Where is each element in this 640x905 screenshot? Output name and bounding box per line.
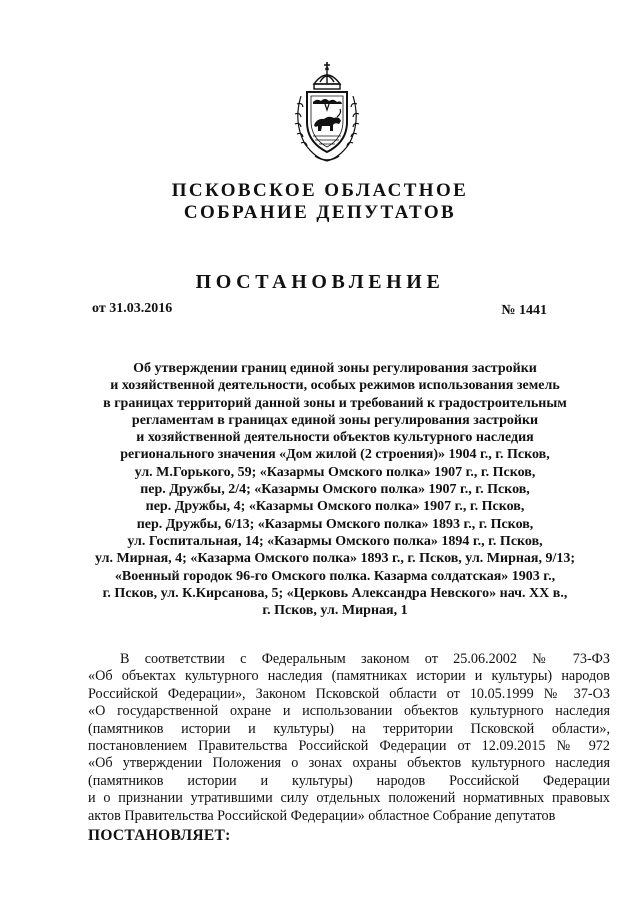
organization-name-line-2: СОБРАНИЕ ДЕПУТАТОВ bbox=[183, 202, 457, 223]
title-line: в границах территорий данной зоны и требований к градостроительным bbox=[103, 395, 567, 411]
body-line: «Об объектах культурного наследия (памятниках истории и культуры) народов bbox=[88, 668, 610, 685]
title-line: г. Псков, ул. Мирная, 1 bbox=[262, 603, 408, 619]
body-line: (памятников истории и культуры) народов Российской Федерации bbox=[88, 772, 610, 789]
body-line: «Об утверждении Положения о зонах охраны объектов культурного наследия bbox=[88, 755, 610, 772]
title-line: пер. Дружбы, 2/4; «Казармы Омского полка» 1907 г., г. Псков, bbox=[140, 482, 530, 498]
body-line: актов Правительства Российской Федерации» областное Собрание депутатов bbox=[88, 807, 556, 824]
title-line: и хозяйственной деятельности, особых режимов использования земель bbox=[110, 378, 560, 394]
title-line: ул. Мирная, 4; «Казарма Омского полка» 1893 г., г. Псков, ул. Мирная, 9/13; bbox=[94, 551, 576, 567]
document-date: от 31.03.2016 bbox=[92, 301, 173, 316]
body-line: и о признании утратившими силу отдельных положений нормативных правовых bbox=[88, 790, 610, 807]
title-line: регламентам в границах единой зоны регулирования застройки bbox=[131, 412, 539, 428]
document-title bbox=[90, 360, 580, 619]
body-line: В соответствии с Федеральным законом от 25.06.2002 № 73-ФЗ bbox=[120, 651, 610, 667]
body-line: «О государственной охране и использовании объектов культурного наследия bbox=[88, 703, 610, 720]
title-line: регионального значения «Дом жилой (2 строения)» 1904 г., г. Псков, bbox=[120, 447, 550, 463]
body-line: постановлением Правительства Российской Федерации от 12.09.2015 № 972 bbox=[88, 738, 610, 755]
coat-of-arms-icon bbox=[287, 58, 367, 166]
body-line: Российской Федерации», Законом Псковской области от 10.05.1999 № 37-ОЗ bbox=[88, 685, 610, 702]
title-line: «Военный городок 96-го Омского полка. Казарма солдатская» 1903 г., bbox=[114, 568, 556, 584]
document-number: № 1441 bbox=[501, 303, 547, 318]
resolution-keyword: ПОСТАНОВЛЯЕТ: bbox=[88, 827, 231, 844]
title-line: Об утверждении границ единой зоны регулирования застройки bbox=[133, 361, 537, 376]
body-line: (памятников истории и культуры) на территории Псковской области», bbox=[88, 720, 610, 737]
document-type-heading: ПОСТАНОВЛЕНИЕ bbox=[195, 271, 445, 293]
title-line: ул. М.Горького, 59; «Казармы Омского полка» 1907 г., г. Псков, bbox=[134, 464, 536, 480]
title-line: пер. Дружбы, 6/13; «Казармы Омского полка» 1893 г., г. Псков, bbox=[136, 516, 534, 532]
preamble-paragraph bbox=[88, 651, 610, 825]
title-line: пер. Дружбы, 4; «Казармы Омского полка» 1907 г., г. Псков, bbox=[145, 499, 525, 515]
title-line: г. Псков, ул. К.Кирсанова, 5; «Церковь Александра Невского» нач. XX в., bbox=[102, 585, 568, 601]
title-line: ул. Госпитальная, 14; «Казармы Омского полка» 1894 г., г. Псков, bbox=[127, 533, 543, 549]
organization-name-line-1: ПСКОВСКОЕ ОБЛАСТНОЕ bbox=[171, 180, 469, 201]
title-line: и хозяйственной деятельности объектов культурного наследия bbox=[136, 430, 534, 446]
